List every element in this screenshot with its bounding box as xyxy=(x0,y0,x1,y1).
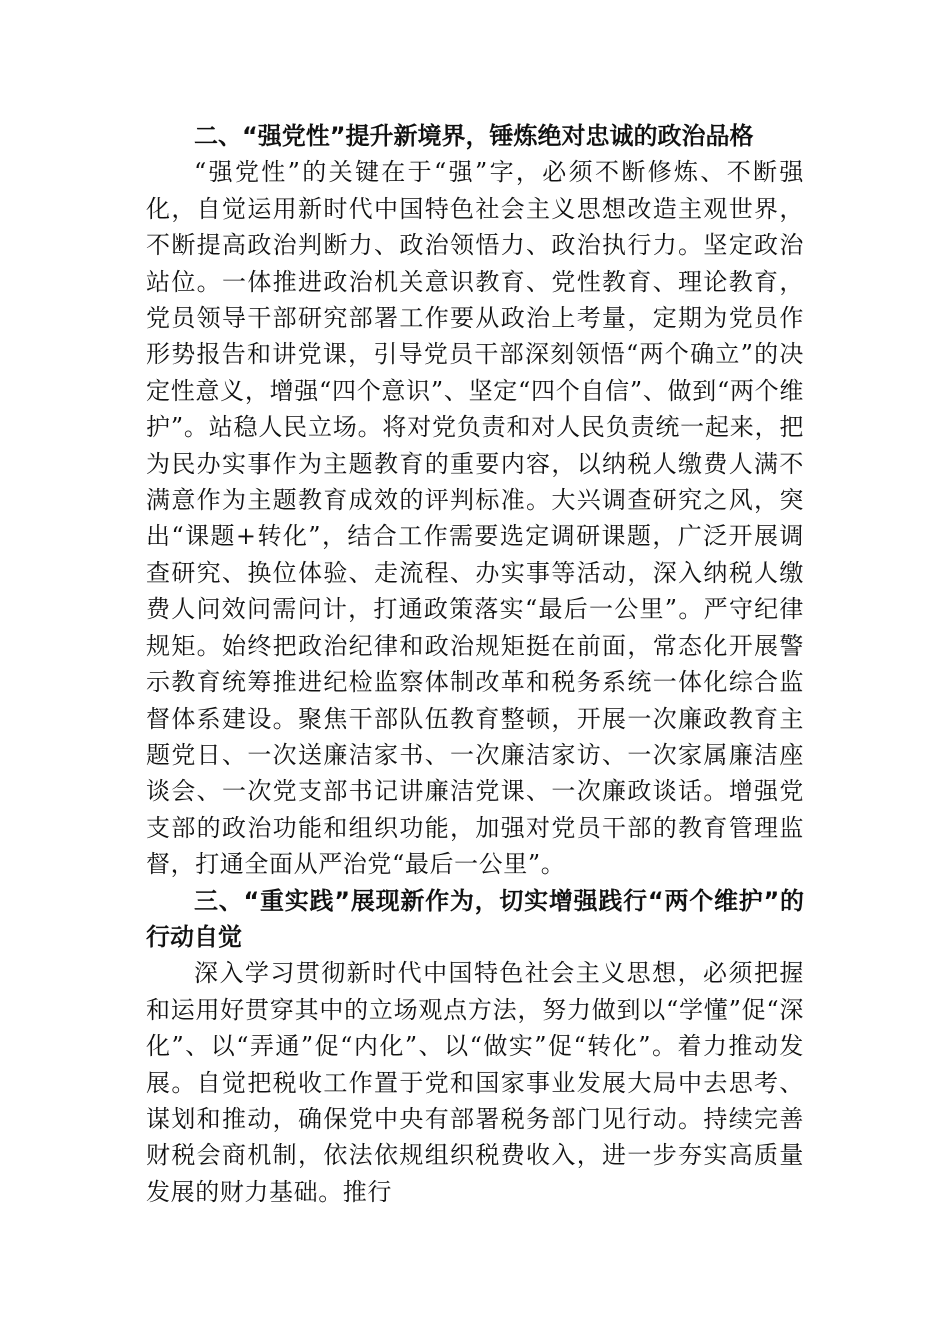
section-3-heading: 三、“重实践”展现新作为，切实增强践行“两个维护”的行动自觉 xyxy=(146,886,804,951)
section-3-body: 深入学习贯彻新时代中国特色社会主义思想，必须把握和运用好贯穿其中的立场观点方法，努力做到以“学懂”促“深化”、以“弄通”促“内化”、以“做实”促“转化”。着力推动发展。自觉把税收工作置于党和国家事业发展大局中去思考、谋划和推动，确保党中央有部署税务部门见行动。持续完善财税会商机制，依法依规组织税费收入，进一步夯实高质量发展的财力基础。推行 xyxy=(146,959,804,1206)
document-page xyxy=(146,118,804,1210)
section-2-body: “强党性”的关键在于“强”字，必须不断修炼、不断强化，自觉运用新时代中国特色社会主义思想改造主观世界，不断提高政治判断力、政治领悟力、政治执行力。坚定政治站位。一体推进政治机关意识教育、党性教育、理论教育，党员领导干部研究部署工作要从政治上考量，定期为党员作形势报告和讲党课，引导党员干部深刻领悟“两个确立”的决定性意义，增强“四个意识”、坚定“四个自信”、做到“两个维护”。站稳人民立场。将对党负责和对人民负责统一起来，把为民办实事作为主题教育的重要内容，以纳税人缴费人满不满意作为主题教育成效的评判标准。大兴调查研究之风，突出“课题+转化”，结合工作需要选定调研课题，广泛开展调查研究、换位体验、走流程、办实事等活动，深入纳税人缴费人问效问需问计，打通政策落实“最后一公里”。严守纪律规矩。始终把政治纪律和政治规矩挺在前面，常态化开展警示教育统筹推进纪检监察体制改革和税务系统一体化综合监督体系建设。聚焦干部队伍教育整顿，开展一次廉政教育主题党日、一次送廉洁家书、一次廉洁家访、一次家属廉洁座谈会、一次党支部书记讲廉洁党课、一次廉政谈话。增强党支部的政治功能和组织功能，加强对党员干部的教育管理监督，打通全面从严治党“最后一公里”。 xyxy=(146,158,804,879)
section-2-heading: 二、“强党性”提升新境界，锤炼绝对忠诚的政治品格 xyxy=(194,122,754,150)
